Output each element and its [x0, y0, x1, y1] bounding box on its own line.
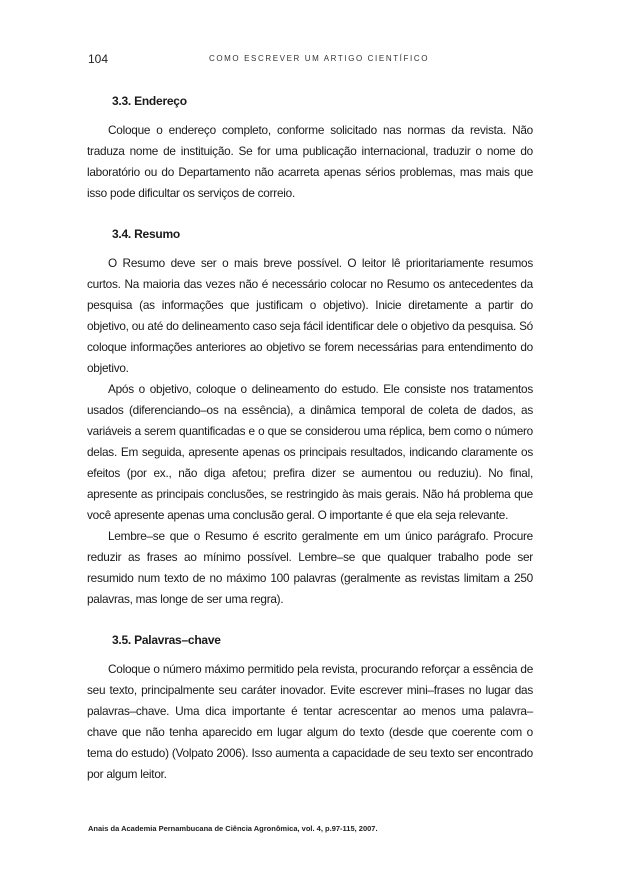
paragraph: Coloque o número máximo permitido pela revista, procurando reforçar a essência de seu texto, principalmente seu caráter inovador. Evite escrever mini–frases no lugar das palavras–chave. Uma dica importante é tentar acrescentar ao menos uma palavra–chave que não tenha aparecido em lugar algum do texto (desde que coerente com o tema do estudo) (Volpato 2006). Isso aumenta a capacidade de seu texto ser encontrado por algum leitor. [87, 662, 533, 781]
section-endereco [87, 91, 533, 204]
section-title: 3.5. Palavras–chave [112, 633, 221, 647]
page-number: 104 [88, 52, 109, 66]
section-resumo [87, 224, 533, 610]
paragraph: O Resumo deve ser o mais breve possível. O leitor lê prioritariamente resumos curtos. Na maioria das vezes não é necessário colocar no Resumo os antecedentes da pesquisa (as informações que justificam o objetivo). Inicie diretamente a partir do objetivo, ou até do delineamento caso seja fácil identificar dele o objetivo da pesquisa. Só coloque informações anteriores ao objetivo se forem necessárias para entendimento do objetivo. [87, 256, 533, 375]
paragraph: Após o objetivo, coloque o delineamento do estudo. Ele consiste nos tratamentos usados (diferenciando–os na essência), a dinâmica temporal de coleta de dados, as variáveis a serem quantificadas e o que se considerou uma réplica, bem como o número delas. Em seguida, apresente apenas os principais resultados, indicando claramente os efeitos (por ex., não diga afetou; prefira dizer se aumentou ou reduziu). No final, apresente as principais conclusões, se restringido às mais gerais. Não há problema que você apresente apenas uma conclusão geral. O importante é que ela seja relevante. [87, 382, 533, 522]
running-header: COMO ESCREVER UM ARTIGO CIENTÍFICO [208, 54, 430, 63]
section-palavras-chave [87, 630, 533, 785]
section-title: 3.4. Resumo [112, 227, 180, 241]
paragraph: Coloque o endereço completo, conforme solicitado nas normas da revista. Não traduza nome de instituição. Se for uma publicação internacional, traduzir o nome do laboratório ou do Departamento não acarreta apenas sérios problemas, mas mais que isso pode dificultar os serviços de correio. [87, 123, 533, 200]
section-title: 3.3. Endereço [112, 94, 187, 108]
footer-citation: Anais da Academia Pernambucana de Ciência Agronômica, vol. 4, p.97-115, 2007. [88, 824, 378, 833]
page-body [87, 91, 533, 805]
paragraph: Lembre–se que o Resumo é escrito geralmente em um único parágrafo. Procure reduzir as frases ao mínimo possível. Lembre–se que qualquer trabalho pode ser resumido num texto de no máximo 100 palavras (geralmente as revistas limitam a 250 palavras, mas longe de ser uma regra). [87, 529, 533, 606]
